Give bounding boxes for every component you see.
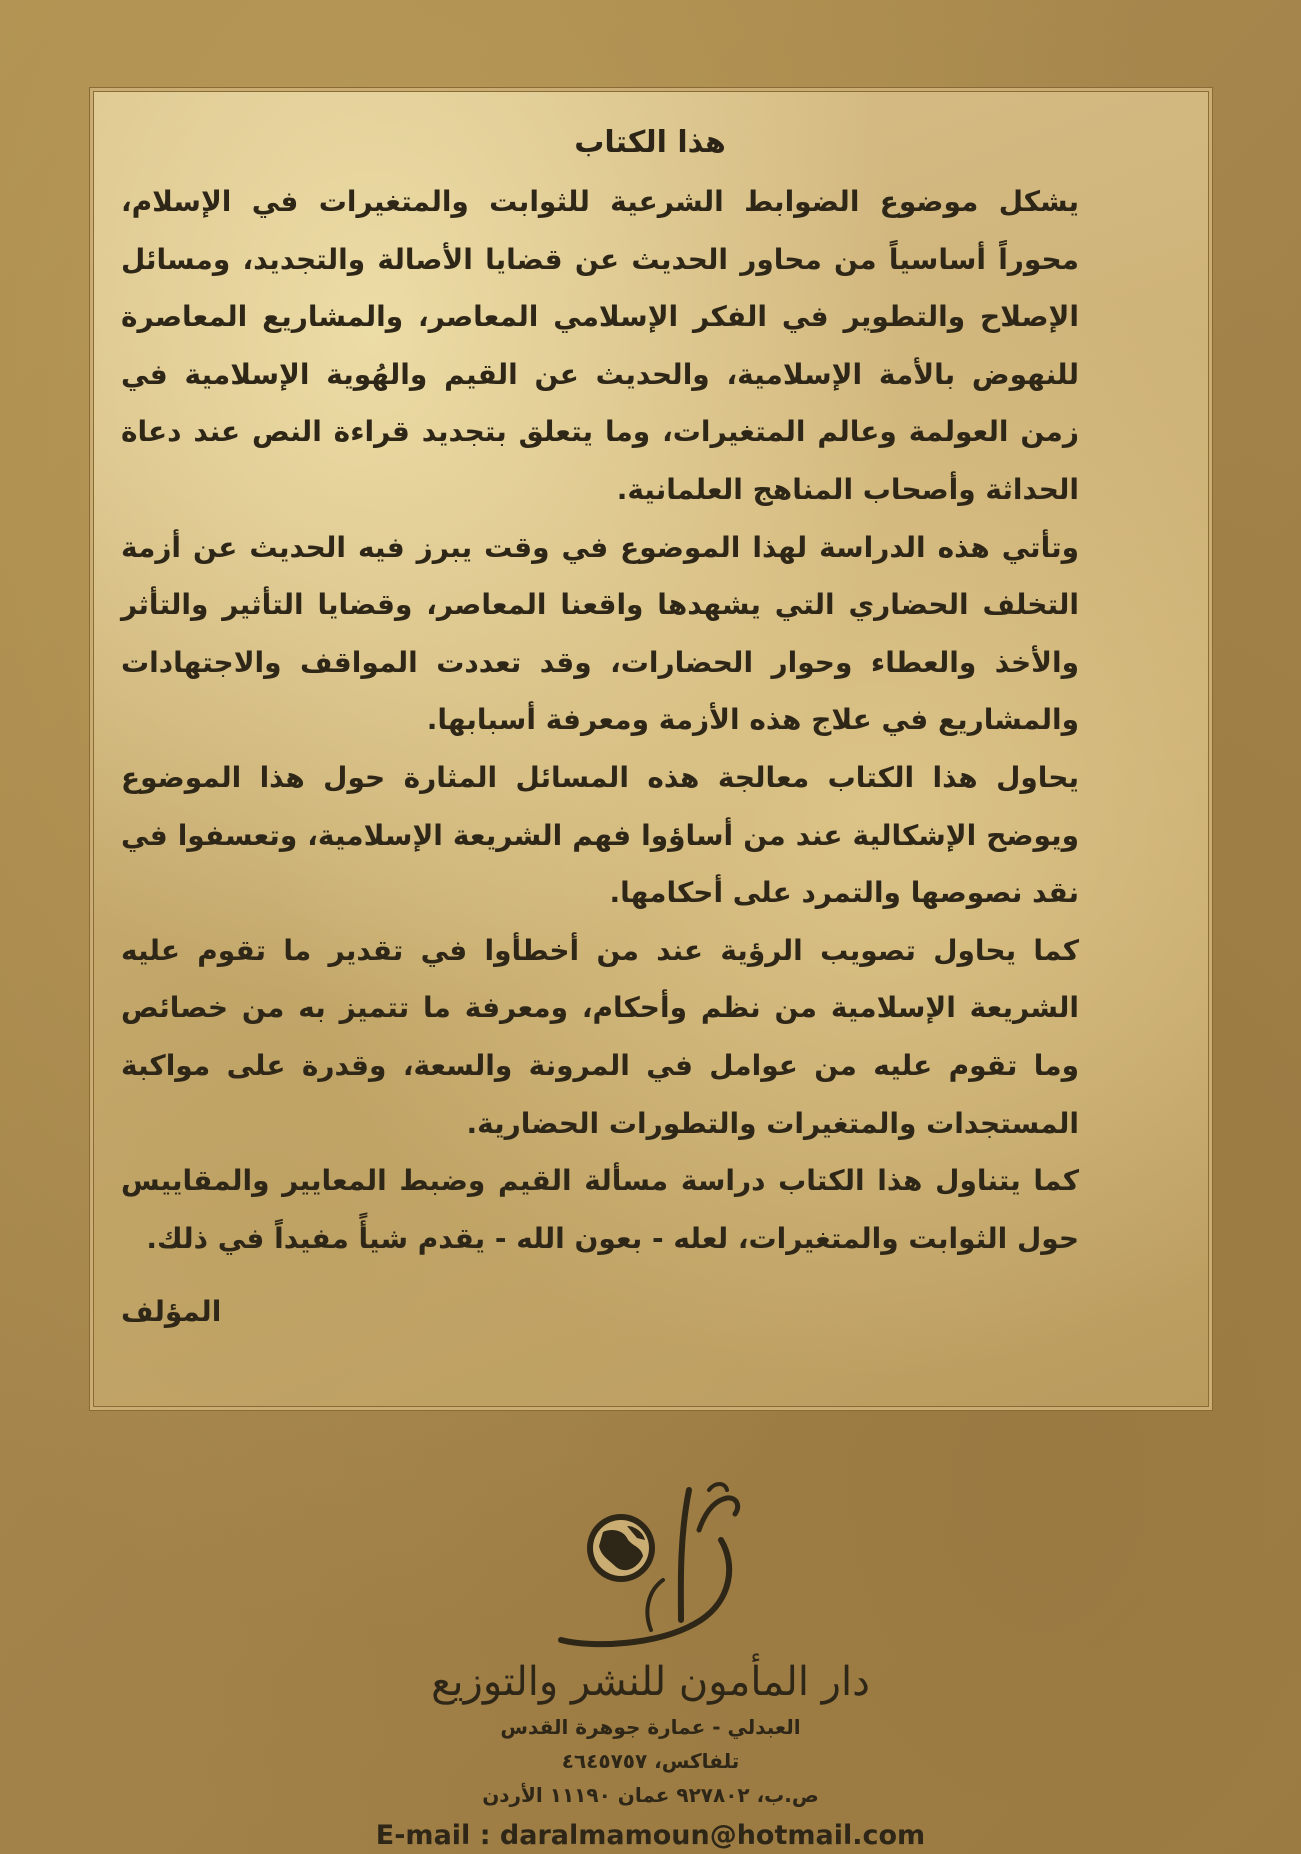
publisher-fax: تلفاكس، ٤٦٤٥٧٥٧ xyxy=(561,1749,740,1773)
panel-title: هذا الكتاب xyxy=(574,125,726,160)
publisher-email: E-mail : daralmamoun@hotmail.com xyxy=(375,1820,926,1851)
paragraph-4: كما يحاول تصويب الرؤية عند من أخطأوا في تقدير ما تقوم عليه الشريعة الإسلامية من نظم وأحكام، ومعرفة ما تتميز به من خصائص وما تقوم عليه من عوامل في المرونة والسعة، وقدرة على مواكبة المستجدات والمتغيرات والتطورات الحضارية. xyxy=(121,933,1079,1140)
publisher-name: دار المأمون للنشر والتوزيع xyxy=(431,1659,870,1705)
publisher-po-box: ص.ب، ٩٢٧٨٠٢ عمان ١١١٩٠ الأردن xyxy=(482,1783,819,1807)
publisher-address: العبدلي - عمارة جوهرة القدس xyxy=(500,1715,801,1739)
paragraph-5: كما يتناول هذا الكتاب دراسة مسألة القيم وضبط المعايير والمقاييس حول الثوابت والمتغيرات، لعله - بعون الله - يقدم شيأً مفيداً في ذلك. xyxy=(121,1164,1079,1255)
author-signature: المؤلف xyxy=(121,1295,222,1329)
globe-calligraphy-logo-icon xyxy=(531,1470,771,1650)
gold-text-panel xyxy=(90,88,1212,1410)
publisher-block xyxy=(0,1470,1301,1851)
paragraph-3: يحاول هذا الكتاب معالجة هذه المسائل المثارة حول هذا الموضوع ويوضح الإشكالية عند من أساؤوا فهم الشريعة الإسلامية، وتعسفوا في نقد نصوصها والتمرد على أحكامها. xyxy=(121,760,1079,910)
paragraph-1: يشكل موضوع الضوابط الشرعية للثوابت والمتغيرات في الإسلام، محوراً أساسياً من محاور الحديث عن قضايا الأصالة والتجديد، ومسائل الإصلاح والتطوير في الفكر الإسلامي المعاصر، والمشاريع المعاصرة للنهوض بالأمة الإسلامية، والحديث عن القيم والهُوية الإسلامية في زمن العولمة وعالم المتغيرات، وما يتعلق بتجديد قراءة النص عند دعاة الحداثة وأصحاب المناهج العلمانية. xyxy=(121,185,1079,506)
paragraph-2: وتأتي هذه الدراسة لهذا الموضوع في وقت يبرز فيه الحديث عن أزمة التخلف الحضاري التي يشهدها واقعنا المعاصر، وقضايا التأثير والتأثر والأخذ والعطاء وحوار الحضارات، وقد تعددت المواقف والاجتهادات والمشاريع في علاج هذه الأزمة ومعرفة أسبابها. xyxy=(121,530,1079,737)
